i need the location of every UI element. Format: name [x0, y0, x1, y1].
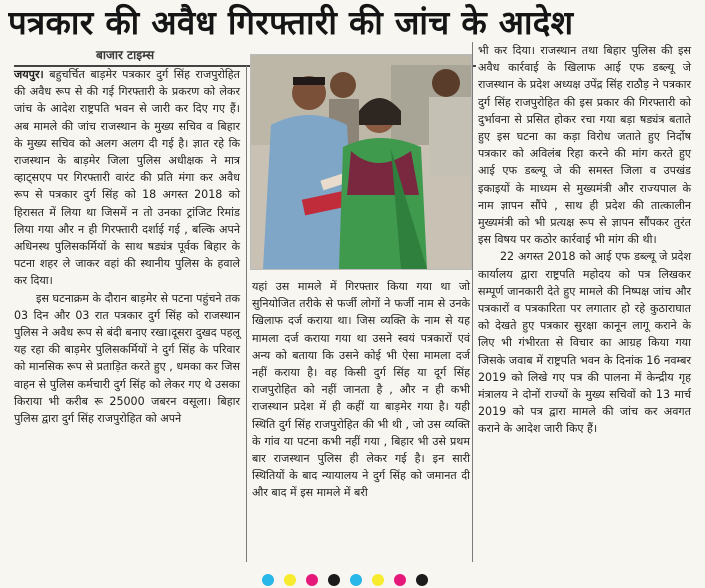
registration-color-bar — [0, 570, 705, 588]
article-column-2 — [252, 278, 470, 502]
paragraph: इस घटनाक्रम के दौरान बाड़मेर से पटना पहुंचने तक 03 दिन और 03 रात पत्रकार दुर्ग सिंह को राजस्थान पुलिस ने अवैध रूप से बंदी बनाए रखा।दूसरा दुखद पहलू यह रहा की बाड़मेर पुलिसकर्मियों ने दुर्ग सिंह के परिवार को मानसिक रूप से प्रताड़ित करते हुए , धमका कर जिस वाहन से पुलिस कर्मचारी दुर्ग सिंह को लेकर गए थे उसका किराया भी करीब रू 25000 जबरन वसूला। बिहार पुलिस द्वारा दुर्ग सिंह राजपुरोहित को अपने — [14, 291, 240, 426]
registration-dot — [262, 574, 274, 586]
registration-dot — [394, 574, 406, 586]
dateline: जयपुर। — [14, 68, 44, 81]
registration-dot — [350, 574, 362, 586]
registration-dot — [328, 574, 340, 586]
news-photo — [250, 54, 472, 270]
byline: बाजार टाइम्स — [96, 48, 155, 62]
registration-dot — [372, 574, 384, 586]
registration-dot — [416, 574, 428, 586]
paragraph — [14, 66, 240, 290]
news-photo-image — [251, 55, 471, 269]
article-column-1 — [14, 66, 240, 427]
article-column-3 — [478, 42, 691, 438]
registration-dot — [306, 574, 318, 586]
paragraph: 22 अगस्त 2018 को आई एफ डब्ल्यू जे प्रदेश कार्यालय द्वारा राष्ट्रपति महोदय को पत्र लिखकर सम्पूर्ण जानकारी देते हुए मामले की निष्पक्ष जांच और पत्रकारों व पत्रकारिता पर लगातार हो रहे कुठाराघात को देखते हुए पत्रकार सुरक्षा कानून लागू कराने के लिए भी गंभीरता से विचार का आग्रह किया गया जिसके जवाब में राष्ट्रपति भवन के दिनांक 16 नवम्बर 2019 को लिखे गए पत्र की पालना में केन्द्रीय गृह मंत्रालय ने दोनों राज्यों के मुख्य सचिवों को 13 मार्च 2019 को पत्र द्वारा मामले की जांच कर अवगत कराने के आदेश जारी किए हैं। — [478, 250, 691, 436]
paragraph-text: बहुचर्चित बाड़मेर पत्रकार दुर्ग सिंह राजपुरोहित की अवैध रूप से की गई गिरफ्तारी के प्रकरण को लेकर जांच के आदेश राष्ट्रपति भवन से जारी कर दिए गए हैं। अब मामले की जांच राजस्थान के मुख्य सचिव व बिहार के मुख्य सचिव को अलग अलग दी गई है। ज्ञात रहे कि राजस्थान के बाड़मेर जिला पुलिस अधीक्षक ने मात्र व्हाट्सएप पर गिरफ्तारी वारंट की प्रति मंगा कर अवैध रूप से पत्रकार दुर्ग सिंह को 18 अगस्त 2018 को हिरासत में लिया था जिसमें न तो उनका ट्रांजिट रिमांड लिया गया और न ही गिरफ्तारी दर्शाई गई , बल्कि अपने अधिनस्थ पुलिसकर्मियों के साथ षड्यंत्र पूर्वक बिहार के पटना शहर ले जाकर वहां की स्थानीय पुलिस के हवाले कर दिया। — [14, 68, 240, 288]
paragraph: यहां उस मामले में गिरफ्तार किया गया था जो सुनियोजित तरीके से फर्जी लोगों ने फर्जी नाम से उनके खिलाफ दर्ज कराया था। जिस व्यक्ति के नाम से यह मामला दर्ज कराया गया था उसने स्वयं पत्रकारों एवं अन्य को बताया कि उसने कोई भी ऐसा मामला दर्ज नहीं कराया है। वह किसी दुर्ग सिंह या दूर्ग सिंह राजपुरोहित को नहीं जानता है , और न ही कभी राजस्थान प्रदेश में ही कहीं या बाड़मेर गया है। यही स्थिति दुर्ग सिंह राजपुरोहित की भी थी , जो उस व्यक्ति के गांव या पटना कभी नहीं गया , बिहार भी उसे प्रथम बार राजस्थान पुलिस ही लेकर गई है। इन सारी स्थितियों के बाद न्यायालय ने दुर्ग सिंह को जमानत दी और बाद में इस मामले में बरी — [252, 280, 470, 500]
column-divider — [246, 66, 247, 562]
paragraph: भी कर दिया। राजस्थान तथा बिहार पुलिस की इस अवैध कार्रवाई के खिलाफ आई एफ डब्ल्यू जे राजस्थान के प्रदेश अध्यक्ष उपेंद्र सिंह राठौड़ ने पत्रकार दुर्ग सिंह राजपुरोहित की इस प्रकार की गिरफ्तारी को दुर्भावना से प्रसित होकर रचा गया बड़ा षड्यंत्र बताते हुए इस घटना का कड़ा विरोध जताते हुए निर्दोष पत्रकार को अविलंब रिहा करने की मांग करते हुए आई एफ डब्ल्यू जे की समस्त जिला व उपखंड इकाइयों के माध्यम से मुख्यमंत्री और राज्यपाल के नाम ज्ञापन सौंपे , साथ ही प्रदेश की तात्कालीन मुख्यमंत्री को भी प्रत्यक्ष रूप से ज्ञापन सौंपकर तुरंत इस विषय पर कठोर कार्रवाई भी मांग की थी। — [478, 44, 691, 247]
column-divider — [472, 42, 473, 562]
headline: पत्रकार की अवैध गिरफ्तारी की जांच के आदेश — [8, 3, 574, 42]
registration-dot — [284, 574, 296, 586]
